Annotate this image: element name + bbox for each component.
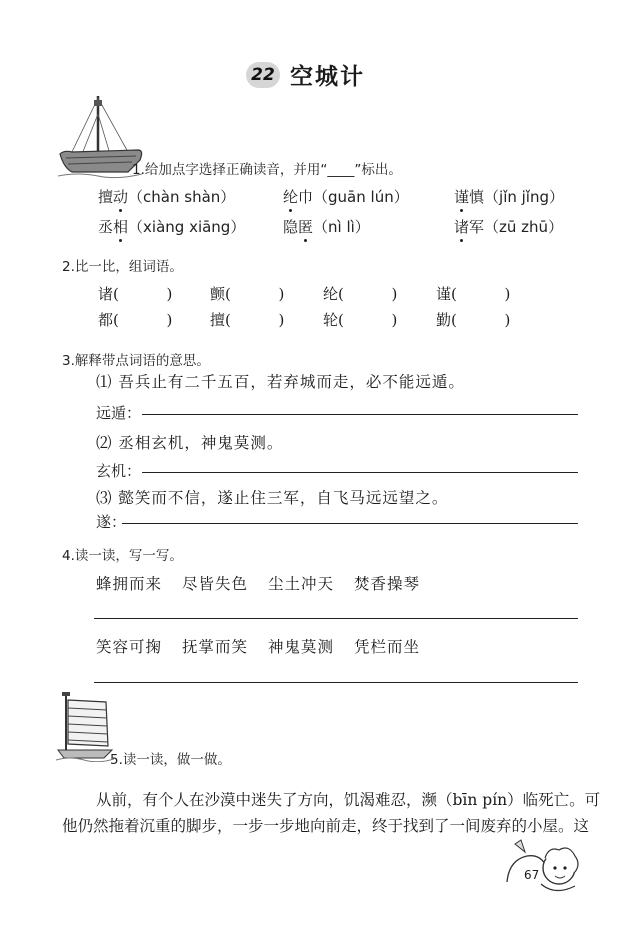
q2-cell[interactable]: 轮( ) bbox=[323, 311, 398, 329]
q4-word: 尽皆失色 bbox=[182, 575, 249, 593]
lesson-number-badge: 22 bbox=[246, 62, 280, 88]
junk-ship-illustration bbox=[56, 690, 114, 762]
q4-writing-line-1[interactable] bbox=[94, 618, 578, 619]
q4-writing-line-2[interactable] bbox=[94, 682, 578, 683]
q2-cell[interactable]: 颤( ) bbox=[210, 285, 285, 303]
page-number: 67 bbox=[524, 868, 540, 882]
q4-word: 尘土冲天 bbox=[268, 575, 335, 593]
question-3-prompt: 3.解释带点词语的意思。 bbox=[62, 353, 210, 369]
question-5-prompt: 5.读一读，做一做。 bbox=[110, 752, 231, 768]
q1-item: 诸军（zū zhū） bbox=[454, 218, 564, 236]
q2-cell[interactable]: 勤( ) bbox=[436, 311, 511, 329]
q3-label-2: 玄机： bbox=[96, 462, 142, 480]
q2-cell[interactable]: 都( ) bbox=[98, 311, 173, 329]
passage-line-2: 他仍然拖着沉重的脚步，一步一步地向前走，终于找到了一间废弃的小屋。这 bbox=[62, 817, 590, 835]
lesson-title-text: 空城计 bbox=[290, 64, 365, 90]
q4-word: 神鬼莫测 bbox=[268, 638, 335, 656]
q3-sentence-1: ⑴ 吾兵止有二千五百，若弃城而走，必不能远遁。 bbox=[96, 373, 465, 391]
q3-sentence-3: ⑶ 懿笑而不信，遂止住三军，自飞马远远望之。 bbox=[96, 489, 449, 507]
q1-item: 隐匿（nì lì） bbox=[283, 218, 370, 236]
question-2-prompt: 2.比一比，组词语。 bbox=[62, 259, 183, 275]
q2-cell[interactable]: 纶( ) bbox=[323, 285, 398, 303]
q2-cell[interactable]: 诸( ) bbox=[98, 285, 173, 303]
q2-cell[interactable]: 擅( ) bbox=[210, 311, 285, 329]
q3-sentence-2: ⑵ 丞相玄机，神鬼莫测。 bbox=[96, 434, 284, 452]
passage-line-1: 从前，有个人在沙漠中迷失了方向，饥渴难忍，濒（bīn pín）临死亡。可 bbox=[96, 791, 601, 809]
q3-label-3: 遂： bbox=[96, 513, 127, 531]
q4-word: 蜂拥而来 bbox=[96, 575, 163, 593]
q3-answer-line-3[interactable] bbox=[122, 523, 578, 524]
q1-item: 谨慎（jǐn jǐng） bbox=[454, 188, 565, 206]
q4-word: 焚香操琴 bbox=[354, 575, 421, 593]
question-1-prompt: 1.给加点字选择正确读音，并用“____”标出。 bbox=[132, 162, 402, 178]
q1-item: 纶巾（guān lún） bbox=[283, 188, 409, 206]
q4-word: 笑容可掬 bbox=[96, 638, 163, 656]
q1-item: 丞相（xiàng xiāng） bbox=[98, 218, 246, 236]
q1-item: 擅动（chàn shàn） bbox=[98, 188, 236, 206]
q2-cell[interactable]: 谨( ) bbox=[436, 285, 511, 303]
question-4-prompt: 4.读一读，写一写。 bbox=[62, 548, 183, 564]
q4-word: 凭栏而坐 bbox=[354, 638, 421, 656]
q3-label-1: 远遁： bbox=[96, 404, 142, 422]
q4-word: 抚掌而笑 bbox=[182, 638, 249, 656]
q3-answer-line-1[interactable] bbox=[142, 414, 578, 415]
page-corner-cartoon bbox=[505, 838, 581, 898]
q3-answer-line-2[interactable] bbox=[142, 472, 578, 473]
lesson-title bbox=[246, 58, 365, 91]
